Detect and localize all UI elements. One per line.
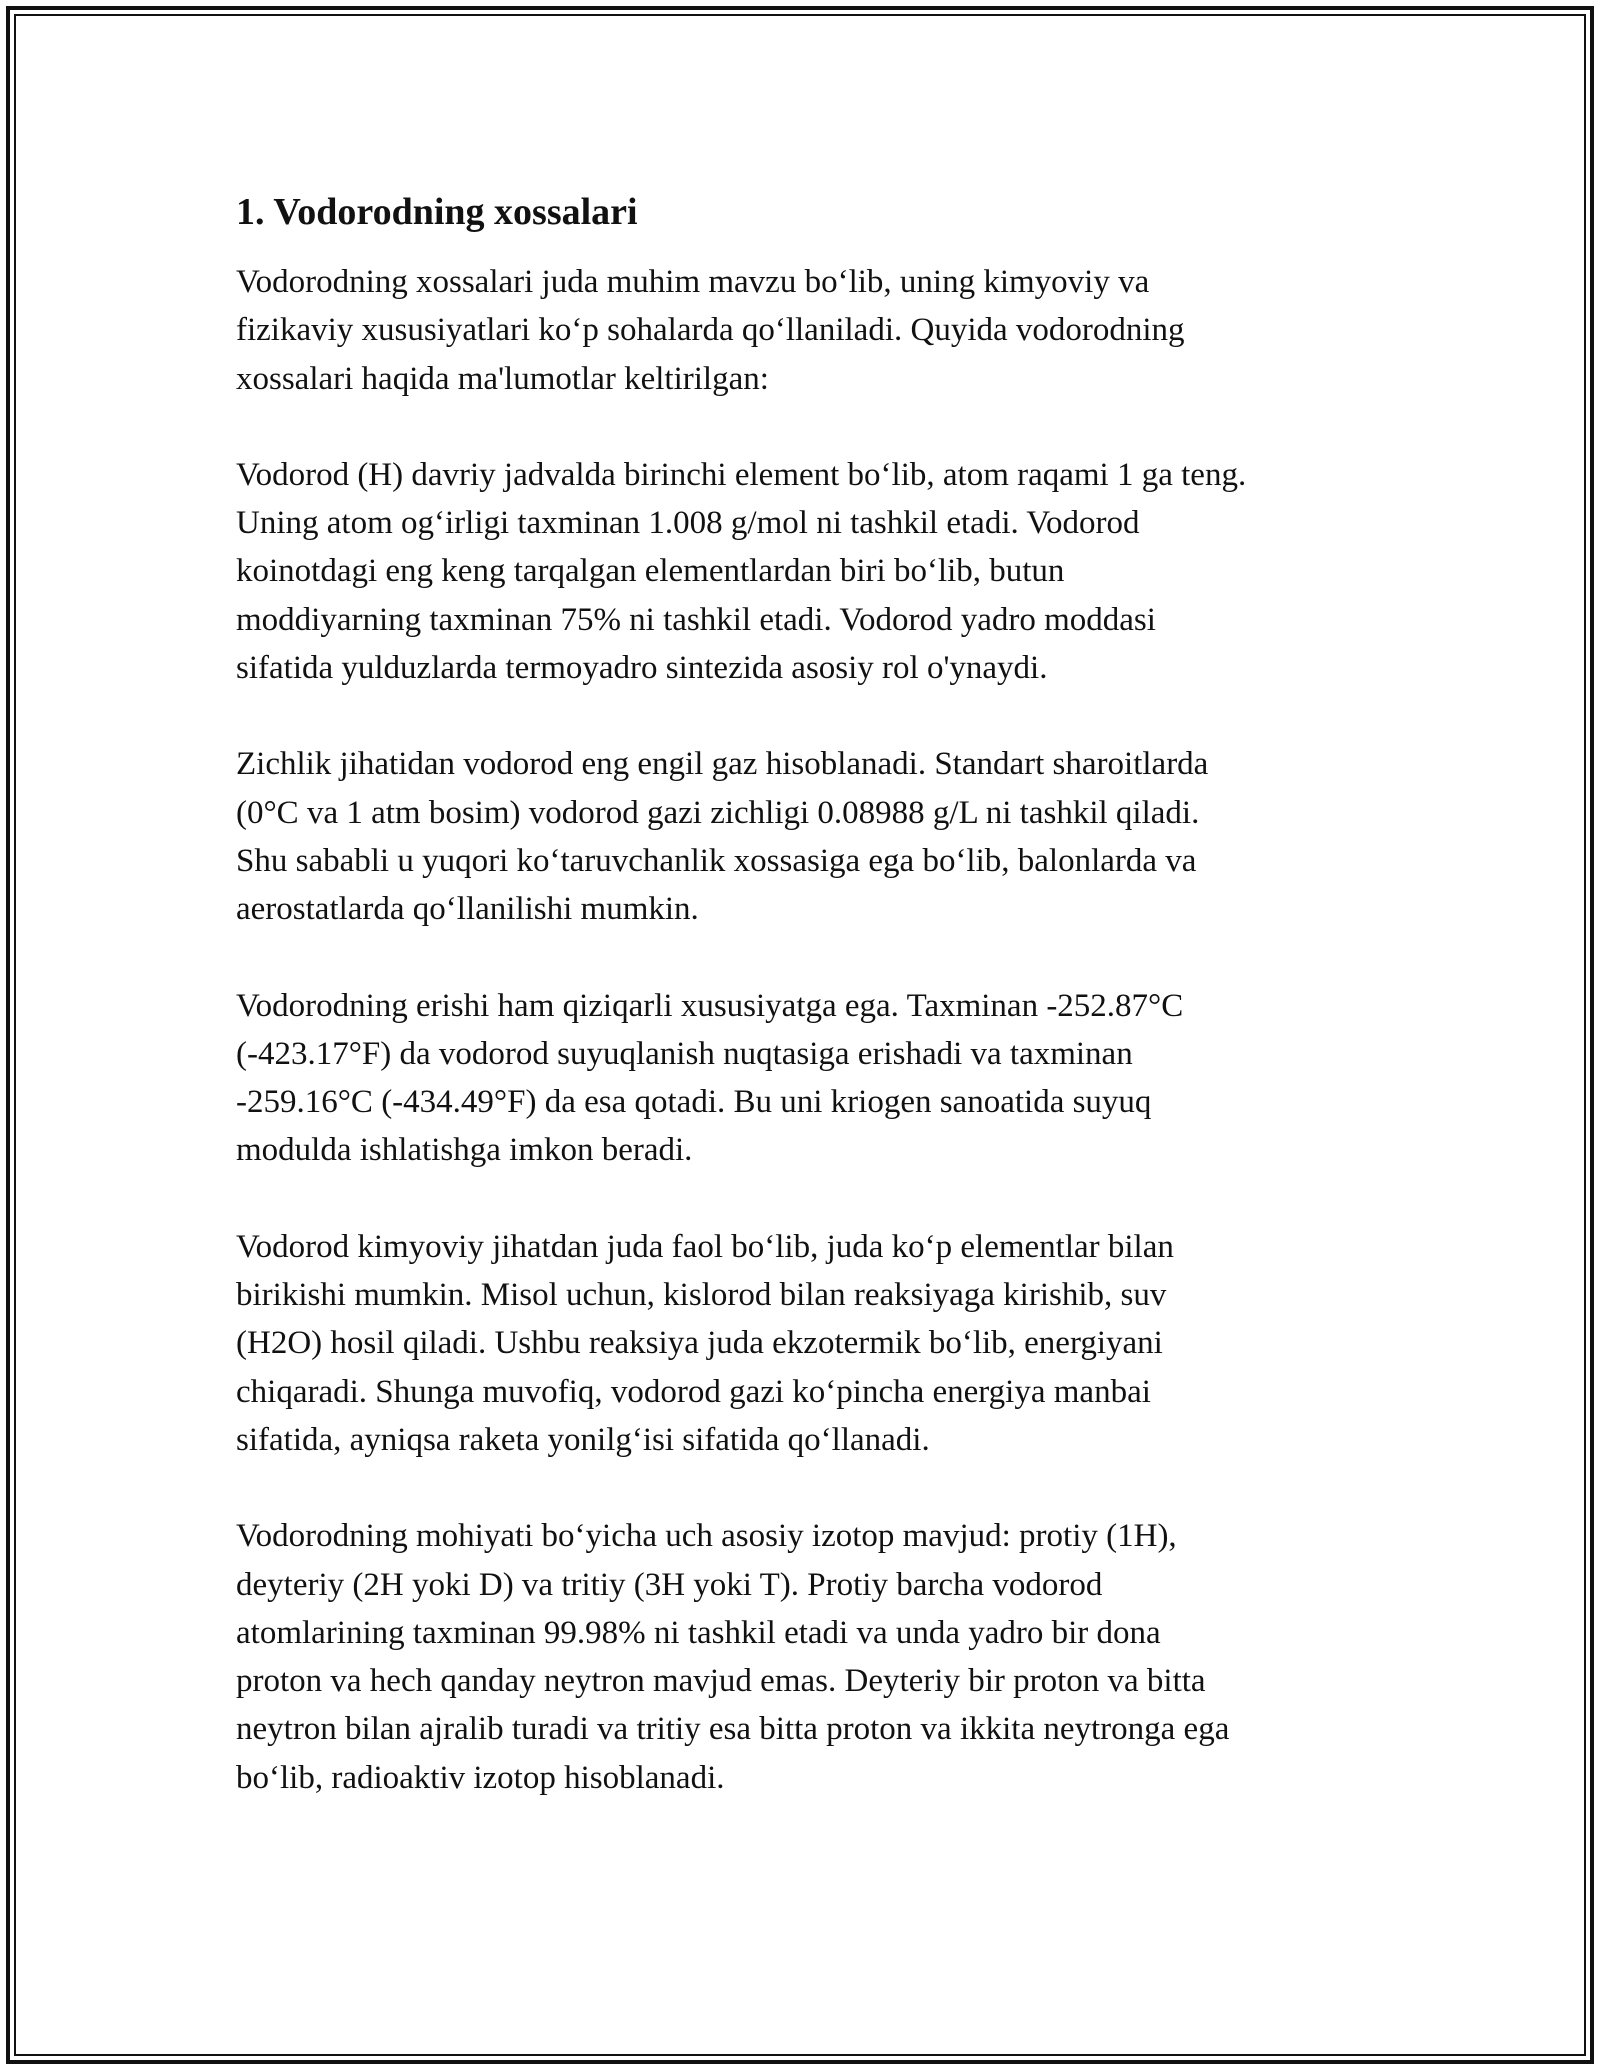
paragraph-line: Vodorod kimyoviy jihatdan juda faol bo‘lib, juda ko‘p elementlar bilan [236,1228,1174,1265]
paragraph-line: (-423.17°F) da vodorod suyuqlanish nuqtasiga erishadi va taxminan [236,1035,1133,1072]
paragraph-line: -259.16°C (-434.49°F) da esa qotadi. Bu uni kriogen sanoatida suyuq [236,1084,1152,1121]
paragraph-line: modulda ishlatishga imkon beradi. [236,1132,693,1169]
paragraph-line: bo‘lib, radioaktiv izotop hisoblanadi. [236,1759,725,1796]
paragraph-line: Shu sababli u yuqori ko‘taruvchanlik xossasiga ega bo‘lib, balonlarda va [236,842,1197,879]
paragraph-line: sifatida, ayniqsa raketa yonilg‘isi sifatida qo‘llanadi. [236,1421,930,1458]
paragraph-line: xossalari haqida ma'lumotlar keltirilgan: [236,360,769,397]
paragraph-line: Vodorodning mohiyati bo‘yicha uch asosiy izotop mavjud: protiy (1H), [236,1518,1177,1555]
paragraph-line: Uning atom og‘irligi taxminan 1.008 g/mol ni tashkil etadi. Vodorod [236,505,1140,542]
paragraph-line: Zichlik jihatidan vodorod eng engil gaz hisoblanadi. Standart sharoitlarda [236,746,1209,783]
paragraph-line: chiqaradi. Shunga muvofiq, vodorod gazi ko‘pincha energiya manbai [236,1373,1151,1410]
paragraph-intro [236,258,1376,403]
paragraph-line: proton va hech qanday neytron mavjud emas. Deyteriy bir proton va bitta [236,1663,1206,1700]
paragraph-line: aerostatlarda qo‘llanilishi mumkin. [236,891,699,928]
paragraph-line: Vodorodning xossalari juda muhim mavzu bo‘lib, uning kimyoviy va [236,264,1150,300]
paragraph-line: birikishi mumkin. Misol uchun, kislorod bilan reaksiyaga kirishib, suv [236,1277,1167,1314]
paragraph-line: (0°C va 1 atm bosim) vodorod gazi zichligi 0.08988 g/L ni tashkil qiladi. [236,794,1200,831]
paragraph-line: atomlarining taxminan 99.98% ni tashkil etadi va unda yadro bir dona [236,1614,1161,1651]
paragraph-phase-transitions [236,982,1376,1175]
paragraph-line: koinotdagi eng keng tarqalgan elementlardan biri bo‘lib, butun [236,553,1065,590]
paragraph-chemical-activity [236,1223,1376,1464]
section-heading: 1. Vodorodning xossalari [236,191,638,233]
paragraph-line: moddiyarning taxminan 75% ni tashkil etadi. Vodorod yadro moddasi [236,601,1156,638]
paragraph-isotopes [236,1512,1376,1802]
paragraph-line: deyteriy (2H yoki D) va tritiy (3H yoki T). Protiy barcha vodorod [236,1566,1103,1603]
paragraph-line: (H2O) hosil qiladi. Ushbu reaksiya juda ekzotermik bo‘lib, energiyani [236,1325,1163,1362]
paragraph-atomic-properties [236,451,1376,692]
paragraph-line: fizikaviy xususiyatlari ko‘p sohalarda qo‘llaniladi. Quyida vodorodning [236,312,1185,349]
document-body [236,186,1376,1850]
paragraph-line: neytron bilan ajralib turadi va tritiy esa bitta proton va ikkita neytronga ega [236,1711,1230,1748]
paragraph-line: Vodorodning erishi ham qiziqarli xususiyatga ega. Taxminan -252.87°C [236,987,1184,1024]
paragraph-density [236,740,1376,933]
paragraph-line: Vodorod (H) davriy jadvalda birinchi element bo‘lib, atom raqami 1 ga teng. [236,456,1247,493]
paragraph-line: sifatida yulduzlarda termoyadro sintezida asosiy rol o'ynaydi. [236,650,1048,687]
